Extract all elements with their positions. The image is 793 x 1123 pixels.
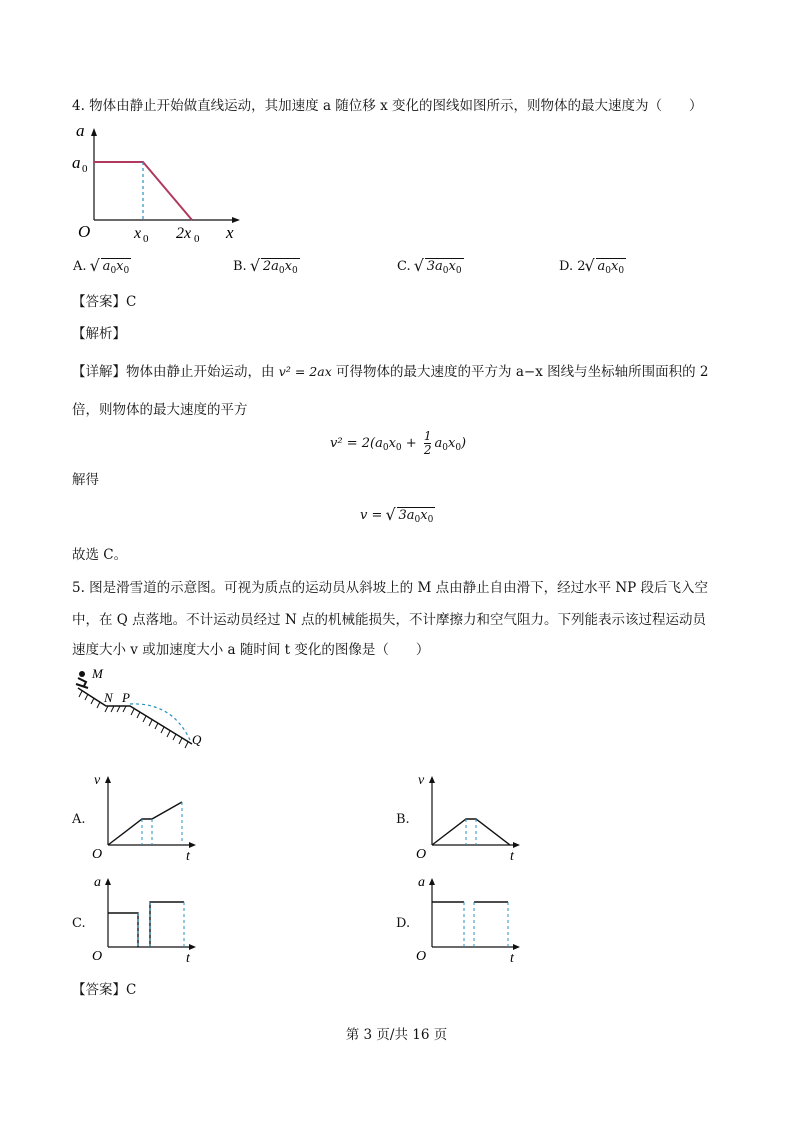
svg-text:v: v bbox=[418, 773, 425, 788]
q5-option-d-letter: D. bbox=[396, 916, 411, 931]
q4-answer: 【答案】C bbox=[72, 294, 137, 310]
q5-ski-diagram bbox=[72, 664, 222, 754]
label-n: N bbox=[104, 690, 113, 705]
q5-option-a-letter: A. bbox=[72, 812, 86, 827]
q4-choose: 故选 C。 bbox=[72, 547, 128, 563]
svg-text:O: O bbox=[92, 949, 103, 964]
q4-equation-2: v = √ $3a_0x_0$ bbox=[360, 508, 435, 525]
q4-analysis: 【解析】 bbox=[72, 326, 126, 342]
q5-graph-b bbox=[414, 770, 524, 865]
svg-text:O: O bbox=[416, 949, 427, 964]
skier-icon bbox=[76, 671, 88, 688]
q4-x-tick2: 2x bbox=[176, 225, 192, 242]
q4-option-d: D. 2√ $a_0x_0$ bbox=[559, 259, 626, 276]
q5-graph-d bbox=[414, 872, 524, 967]
q5-option-c-letter: C. bbox=[72, 916, 86, 931]
q4-solve: 解得 bbox=[72, 472, 99, 488]
q4-y-tick-sub: 0 bbox=[82, 163, 88, 175]
q4-y-tick: a bbox=[72, 153, 81, 172]
q4-detail-line1: 【详解】物体由静止开始运动，由 v² = 2ax 可得物体的最大速度的平方为 a−x 图线与坐标轴所围面积的 2 bbox=[72, 364, 709, 380]
q5-graph-c bbox=[90, 872, 200, 967]
svg-text:t: t bbox=[186, 849, 190, 864]
q4-x-axis-label: x bbox=[226, 223, 234, 242]
q4-option-c: C. √ $3a_0x_0$ bbox=[397, 259, 464, 276]
label-q: Q bbox=[192, 732, 202, 747]
svg-text:a: a bbox=[418, 875, 425, 890]
svg-text:v: v bbox=[94, 773, 101, 788]
label-p: P bbox=[122, 690, 130, 705]
q4-x-tick1: x bbox=[134, 225, 142, 242]
svg-text:a: a bbox=[94, 875, 101, 890]
q4-x-tick1-sub: 0 bbox=[143, 233, 149, 245]
svg-text:O: O bbox=[92, 847, 103, 862]
q5-answer: 【答案】C bbox=[72, 982, 137, 998]
q4-origin: O bbox=[78, 222, 91, 241]
q4-option-b: B. √ $2a_0x_0$ bbox=[233, 259, 300, 276]
page-footer: 第 3 页/共 16 页 bbox=[345, 1027, 448, 1043]
q4-detail-line2: 倍，则物体的最大速度的平方 bbox=[72, 402, 248, 418]
q4-equation-1: $v^2 = 2(a_0x_0$ + $\frac{1}{2}$ $a_0x_0$) bbox=[330, 429, 467, 457]
q4-option-a: A. √ $a_0x_0$ bbox=[73, 259, 131, 276]
q4-stem: 4. 物体由静止开始做直线运动，其加速度 a 随位移 x 变化的图线如图所示，则物体的最大速度为（ ） bbox=[72, 98, 703, 114]
svg-text:t: t bbox=[510, 849, 514, 864]
svg-text:t: t bbox=[186, 951, 190, 966]
q5-option-b-letter: B. bbox=[396, 812, 410, 827]
svg-text:t: t bbox=[510, 951, 514, 966]
q4-y-axis-label: a bbox=[76, 121, 85, 140]
q4-x-tick2-sub: 0 bbox=[194, 233, 200, 245]
q5-graph-a bbox=[90, 770, 200, 865]
svg-text:O: O bbox=[416, 847, 427, 862]
q4-graph bbox=[70, 120, 250, 245]
q5-stem-line1: 5. 图是滑雪道的示意图。可视为质点的运动员从斜坡上的 M 点由静止自由滑下，经过水平 NP 段后飞入空 bbox=[72, 580, 709, 596]
q5-stem-line3: 速度大小 v 或加速度大小 a 随时间 t 变化的图像是（ ） bbox=[72, 642, 430, 658]
q5-stem-line2: 中，在 Q 点落地。不计运动员经过 N 点的机械能损失，不计摩擦力和空气阻力。下列能表示该过程运动员 bbox=[72, 612, 707, 628]
label-m: M bbox=[92, 666, 103, 681]
